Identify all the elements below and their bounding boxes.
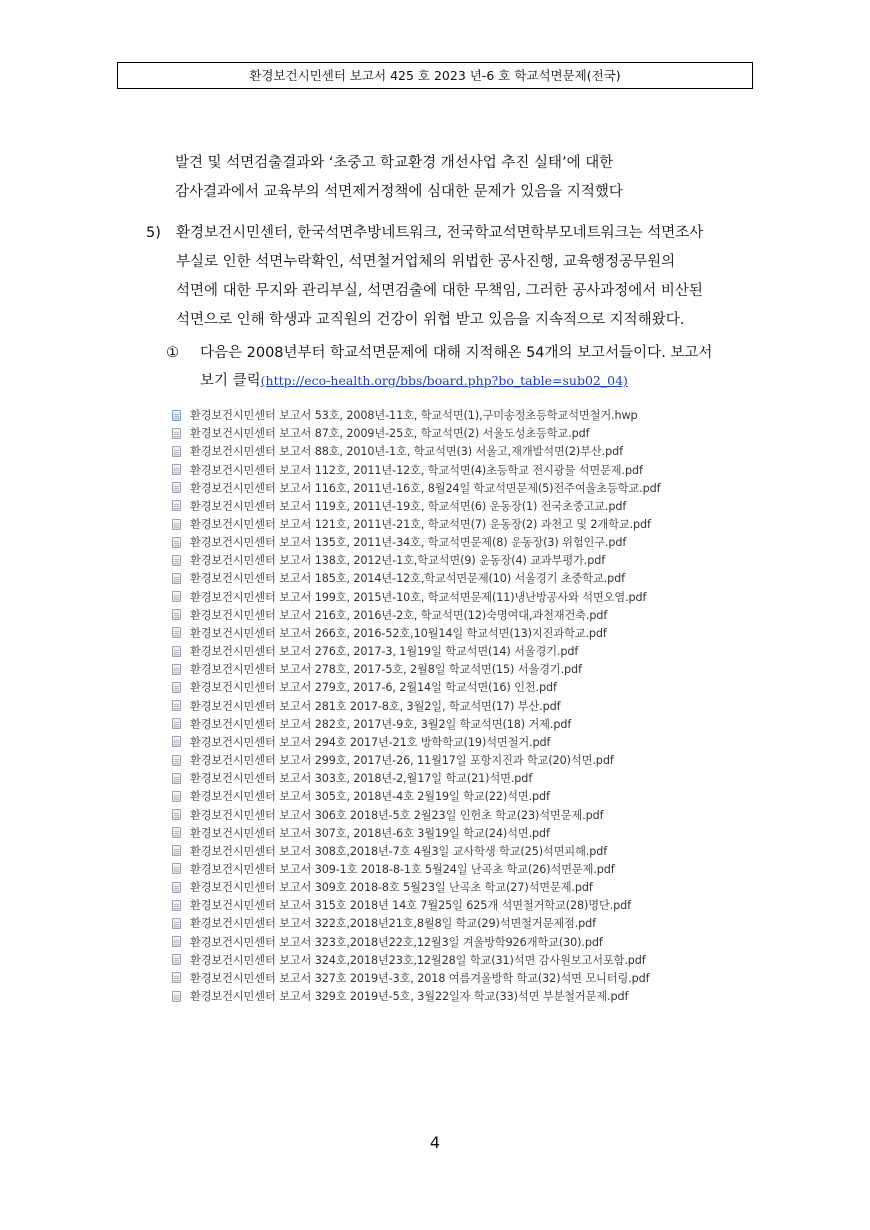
file-name: 환경보건시민센터 보고서 279호, 2017-6, 2월14일 학교석면(16) 인천.pdf (190, 681, 557, 695)
pdf-file-icon (172, 573, 181, 584)
file-name: 환경보건시민센터 보고서 307호, 2018년-6호 3월19일 학교(24)석면.pdf (190, 826, 550, 840)
circled-number-marker: ① (166, 345, 179, 361)
file-list-item[interactable] (172, 697, 660, 715)
pdf-file-icon (172, 718, 181, 729)
file-list-item[interactable] (172, 660, 660, 678)
file-list-item[interactable] (172, 805, 660, 823)
file-list-item[interactable] (172, 569, 660, 587)
running-header (117, 62, 753, 89)
pdf-file-icon (172, 482, 181, 493)
file-list-item[interactable] (172, 442, 660, 460)
pdf-file-icon (172, 845, 181, 856)
report-file-list (172, 406, 660, 1005)
file-name: 환경보건시민센터 보고서 87호, 2009년-25호, 학교석면(2) 서울도성초등학교.pdf (190, 427, 590, 441)
pdf-file-icon (172, 700, 181, 711)
pdf-file-icon (172, 519, 181, 530)
file-name: 환경보건시민센터 보고서 294호 2017년-21호 방학학교(19)석면철거.pdf (190, 735, 551, 749)
pdf-file-icon (172, 609, 181, 620)
file-name: 환경보건시민센터 보고서 138호, 2012년-1호,학교석면(9) 운동장(4) 교과부평가.pdf (190, 554, 606, 568)
file-name: 환경보건시민센터 보고서 322호,2018년21호,8월8일 학교(29)석면철거문제점.pdf (190, 917, 597, 931)
pdf-file-icon (172, 446, 181, 457)
file-name: 환경보건시민센터 보고서 309-1호 2018-8-1호 5월24일 난곡초 학교(26)석면문제.pdf (190, 862, 615, 876)
file-name: 환경보건시민센터 보고서 116호, 2011년-16호, 8월24일 학교석면문제(5)전주여울초등학교.pdf (190, 481, 661, 495)
file-list-item[interactable] (172, 860, 660, 878)
hwp-file-icon (172, 410, 181, 421)
file-name: 환경보건시민센터 보고서 135호, 2011년-34호, 학교석면문제(8) 운동장(3) 위험인구.pdf (190, 536, 627, 550)
pdf-file-icon (172, 500, 181, 511)
file-name: 환경보건시민센터 보고서 88호, 2010년-1호, 학교석면(3) 서울고,재개발석면(2)부산.pdf (190, 445, 623, 459)
file-name: 환경보건시민센터 보고서 216호, 2016년-2호, 학교석면(12)숙명여대,과천재건축.pdf (190, 608, 608, 622)
file-list-item[interactable] (172, 715, 660, 733)
sub-item-line-prefix: 보기 클릭 (200, 373, 261, 389)
pdf-file-icon (172, 627, 181, 638)
pdf-file-icon (172, 809, 181, 820)
file-name: 환경보건시민센터 보고서 199호, 2015년-10호, 학교석면문제(11)냉난방공사와 석면오염.pdf (190, 590, 647, 604)
file-list-item[interactable] (172, 842, 660, 860)
intro-line: 감사결과에서 교육부의 석면제거정책에 심대한 문제가 있음을 지적했다 (175, 184, 623, 200)
pdf-file-icon (172, 428, 181, 439)
file-name: 환경보건시민센터 보고서 308호,2018년-7호 4월3일 교사학생 학교(25)석면피해.pdf (190, 844, 608, 858)
file-list-item[interactable] (172, 588, 660, 606)
pdf-file-icon (172, 882, 181, 893)
file-list-item[interactable] (172, 551, 660, 569)
file-name: 환경보건시민센터 보고서 276호, 2017-3, 1월19일 학교석면(14) 서울경기.pdf (190, 645, 579, 659)
sub-item-line (200, 367, 712, 395)
pdf-file-icon (172, 537, 181, 548)
file-list-item[interactable] (172, 933, 660, 951)
pdf-file-icon (172, 791, 181, 802)
file-name: 환경보건시민센터 보고서 278호, 2017-5호, 2월8일 학교석면(15) 서울경기.pdf (190, 663, 582, 677)
item-line: 환경보건시민센터, 한국석면추방네트워크, 전국학교석면학부모네트워크는 석면조사 (176, 225, 704, 241)
file-list-item[interactable] (172, 951, 660, 969)
sub-item-line: 다음은 2008년부터 학교석면문제에 대해 지적해온 54개의 보고서들이다. 보고서 (200, 345, 713, 361)
file-name: 환경보건시민센터 보고서 327호 2019년-3호, 2018 여름겨울방학 학교(32)석면 모니터링.pdf (190, 971, 650, 985)
pdf-file-icon (172, 464, 181, 475)
file-list-item[interactable] (172, 515, 660, 533)
file-name: 환경보건시민센터 보고서 112호, 2011년-12호, 학교석면(4)초등학교 전시광물 석면문제.pdf (190, 463, 643, 477)
file-name: 환경보건시민센터 보고서 281호 2017-8호, 3월2일, 학교석면(17) 부산.pdf (190, 699, 561, 713)
file-list-item[interactable] (172, 896, 660, 914)
pdf-file-icon (172, 900, 181, 911)
pdf-file-icon (172, 936, 181, 947)
page-number: 4 (429, 1133, 441, 1152)
pdf-file-icon (172, 827, 181, 838)
file-list-item[interactable] (172, 479, 660, 497)
pdf-file-icon (172, 991, 181, 1002)
item-number: 5) (146, 225, 161, 241)
pdf-file-icon (172, 972, 181, 983)
file-name: 환경보건시민센터 보고서 329호 2019년-5호, 3월22일자 학교(33)석면 부분철거문제.pdf (190, 990, 629, 1004)
file-name: 환경보건시민센터 보고서 324호,2018년23호,12월28일 학교(31)석면 감사원보고서포함.pdf (190, 953, 646, 967)
file-name: 환경보건시민센터 보고서 315호 2018년 14호 7월25일 625개 석면철거학교(28)명단.pdf (190, 899, 632, 913)
intro-line: 발견 및 석면검출결과와 ‘초중고 학교환경 개선사업 추진 실태’에 대한 (175, 155, 614, 171)
pdf-file-icon (172, 918, 181, 929)
pdf-file-icon (172, 863, 181, 874)
file-name: 환경보건시민센터 보고서 305호, 2018년-4호 2월19일 학교(22)석면.pdf (190, 790, 550, 804)
file-list-item[interactable] (172, 969, 660, 987)
file-list-item[interactable] (172, 424, 660, 442)
file-name: 환경보건시민센터 보고서 119호, 2011년-19호, 학교석면(6) 운동장(1) 전국초중고교.pdf (190, 499, 627, 513)
file-list-item[interactable] (172, 678, 660, 696)
file-name: 환경보건시민센터 보고서 306호 2018년-5호 2월23일 인헌초 학교(23)석면문제.pdf (190, 808, 604, 822)
file-list-item[interactable] (172, 533, 660, 551)
item-line: 석면에 대한 무지와 관리부실, 석면검출에 대한 무책임, 그러한 공사과정에서 비산된 (176, 283, 703, 299)
pdf-file-icon (172, 682, 181, 693)
file-name: 환경보건시민센터 보고서 266호, 2016-52호,10월14일 학교석면(13)지진과학교.pdf (190, 626, 607, 640)
file-list-item[interactable] (172, 606, 660, 624)
file-name: 환경보건시민센터 보고서 309호 2018-8호 5월23일 난곡초 학교(27)석면문제.pdf (190, 881, 593, 895)
file-name: 환경보건시민센터 보고서 323호,2018년22호,12월3일 겨울방학926개학교(30).pdf (190, 935, 603, 949)
pdf-file-icon (172, 591, 181, 602)
file-list-item[interactable] (172, 824, 660, 842)
running-header-title: 환경보건시민센터 보고서 425 호 2023 년-6 호 학교석면문제(전국) (249, 68, 621, 83)
item-line: 부실로 인한 석면누락확인, 석면철거업체의 위법한 공사진행, 교육행정공무원의 (176, 254, 676, 270)
pdf-file-icon (172, 755, 181, 766)
file-list-item[interactable] (172, 914, 660, 932)
intro-paragraph (175, 149, 623, 207)
file-list-item[interactable] (172, 406, 660, 424)
file-name: 환경보건시민센터 보고서 53호, 2008년-11호, 학교석면(1),구미송정초등학교석면철거.hwp (190, 409, 638, 423)
report-board-link[interactable]: (http://eco-health.org/bbs/board.php?bo_table=sub02_04) (260, 373, 628, 388)
file-list-item[interactable] (172, 733, 660, 751)
file-list-item[interactable] (172, 642, 660, 660)
item-body (176, 219, 703, 335)
pdf-file-icon (172, 555, 181, 566)
item-line: 석면으로 인해 학생과 교직원의 건강이 위협 받고 있음을 지속적으로 지적해왔다. (176, 312, 685, 328)
sub-item-body (200, 340, 712, 395)
file-list-item[interactable] (172, 987, 660, 1005)
pdf-file-icon (172, 664, 181, 675)
pdf-file-icon (172, 773, 181, 784)
file-list-item[interactable] (172, 497, 660, 515)
file-list-item[interactable] (172, 751, 660, 769)
file-name: 환경보건시민센터 보고서 185호, 2014년-12호,학교석면문제(10) 서울경기 초중학교.pdf (190, 572, 625, 586)
file-name: 환경보건시민센터 보고서 303호, 2018년-2,월17일 학교(21)석면.pdf (190, 772, 533, 786)
file-name: 환경보건시민센터 보고서 299호, 2017년-26, 11월17일 포항지진과 학교(20)석면.pdf (190, 754, 614, 768)
pdf-file-icon (172, 954, 181, 965)
file-name: 환경보건시민센터 보고서 121호, 2011년-21호, 학교석면(7) 운동장(2) 과천고 및 2개학교.pdf (190, 518, 651, 532)
file-list-item[interactable] (172, 460, 660, 478)
file-name: 환경보건시민센터 보고서 282호, 2017년-9호, 3월2일 학교석면(18) 거제.pdf (190, 717, 572, 731)
file-list-item[interactable] (172, 624, 660, 642)
pdf-file-icon (172, 646, 181, 657)
file-list-item[interactable] (172, 878, 660, 896)
file-list-item[interactable] (172, 787, 660, 805)
pdf-file-icon (172, 736, 181, 747)
file-list-item[interactable] (172, 769, 660, 787)
